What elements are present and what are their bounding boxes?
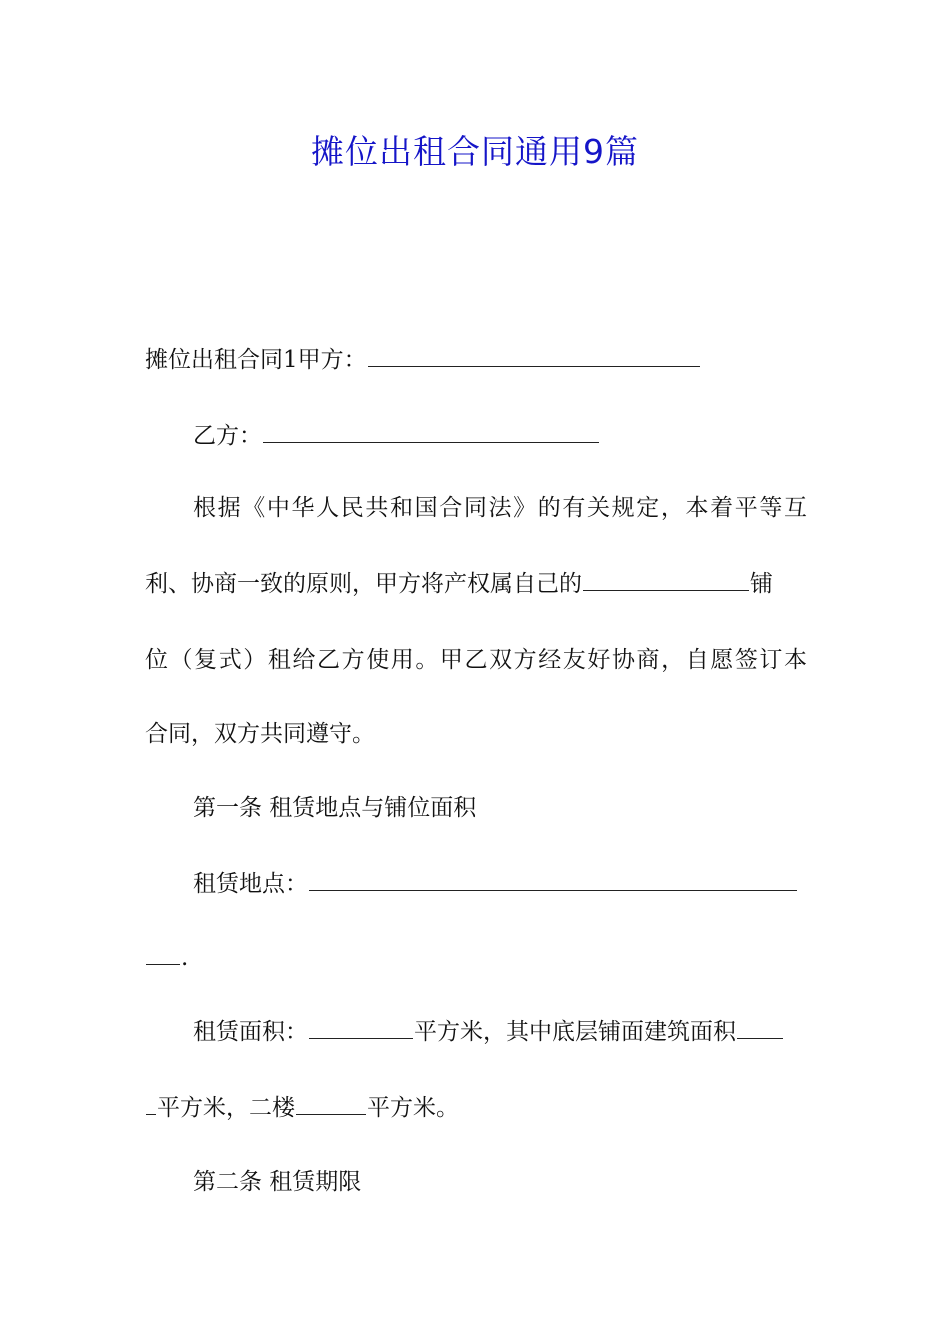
article-heading-text: 第二条 租赁期限 [193,1169,362,1195]
lease-location-line [193,866,807,902]
party-b-label: 乙方： [193,423,262,449]
party-a-blank [368,342,700,367]
lease-location-continuation [145,940,807,976]
lease-location-label: 租赁地点： [193,871,308,897]
second-floor-area-blank [296,1090,366,1115]
paragraph-line [145,566,807,602]
paragraph-text: 利、协商一致的原则，甲方将产权属自己的 [145,571,582,597]
party-a-label: 摊位出租合同1甲方： [145,347,367,373]
lease-area-continuation [145,1090,807,1126]
ground-floor-area-blank-cont [146,1090,156,1115]
ground-floor-area-blank [737,1014,783,1039]
paragraph-text: 位（复式）租给乙方使用。甲乙双方经友好协商，自愿签订本 [145,647,807,673]
lease-location-blank-cont [146,940,180,965]
total-area-blank [309,1014,413,1039]
party-b-line [193,418,807,454]
lease-area-text: 平方米，二楼 [157,1095,295,1121]
article-heading [193,1164,807,1200]
paragraph-line [145,716,807,752]
paragraph-text: 合同，双方共同遵守。 [145,721,375,747]
party-a-line [145,342,807,378]
article-heading [193,790,807,826]
property-blank [583,566,749,591]
paragraph-text: 铺 [750,571,773,597]
paragraph-line [145,642,807,678]
lease-area-label: 租赁面积： [193,1019,308,1045]
document-title: 摊位出租合同通用9篇 [311,132,639,171]
lease-area-text: 平方米。 [367,1095,459,1121]
paragraph-text: 根据《中华人民共和国合同法》的有关规定，本着平等互 [193,495,807,521]
article-heading-text: 第一条 租赁地点与铺位面积 [193,795,477,821]
party-b-blank [263,418,599,443]
paragraph-line [193,490,807,526]
period-mark: . [181,945,189,971]
lease-location-blank [309,866,797,891]
lease-area-text: 平方米，其中底层铺面建筑面积 [414,1019,736,1045]
lease-area-line [193,1014,807,1050]
